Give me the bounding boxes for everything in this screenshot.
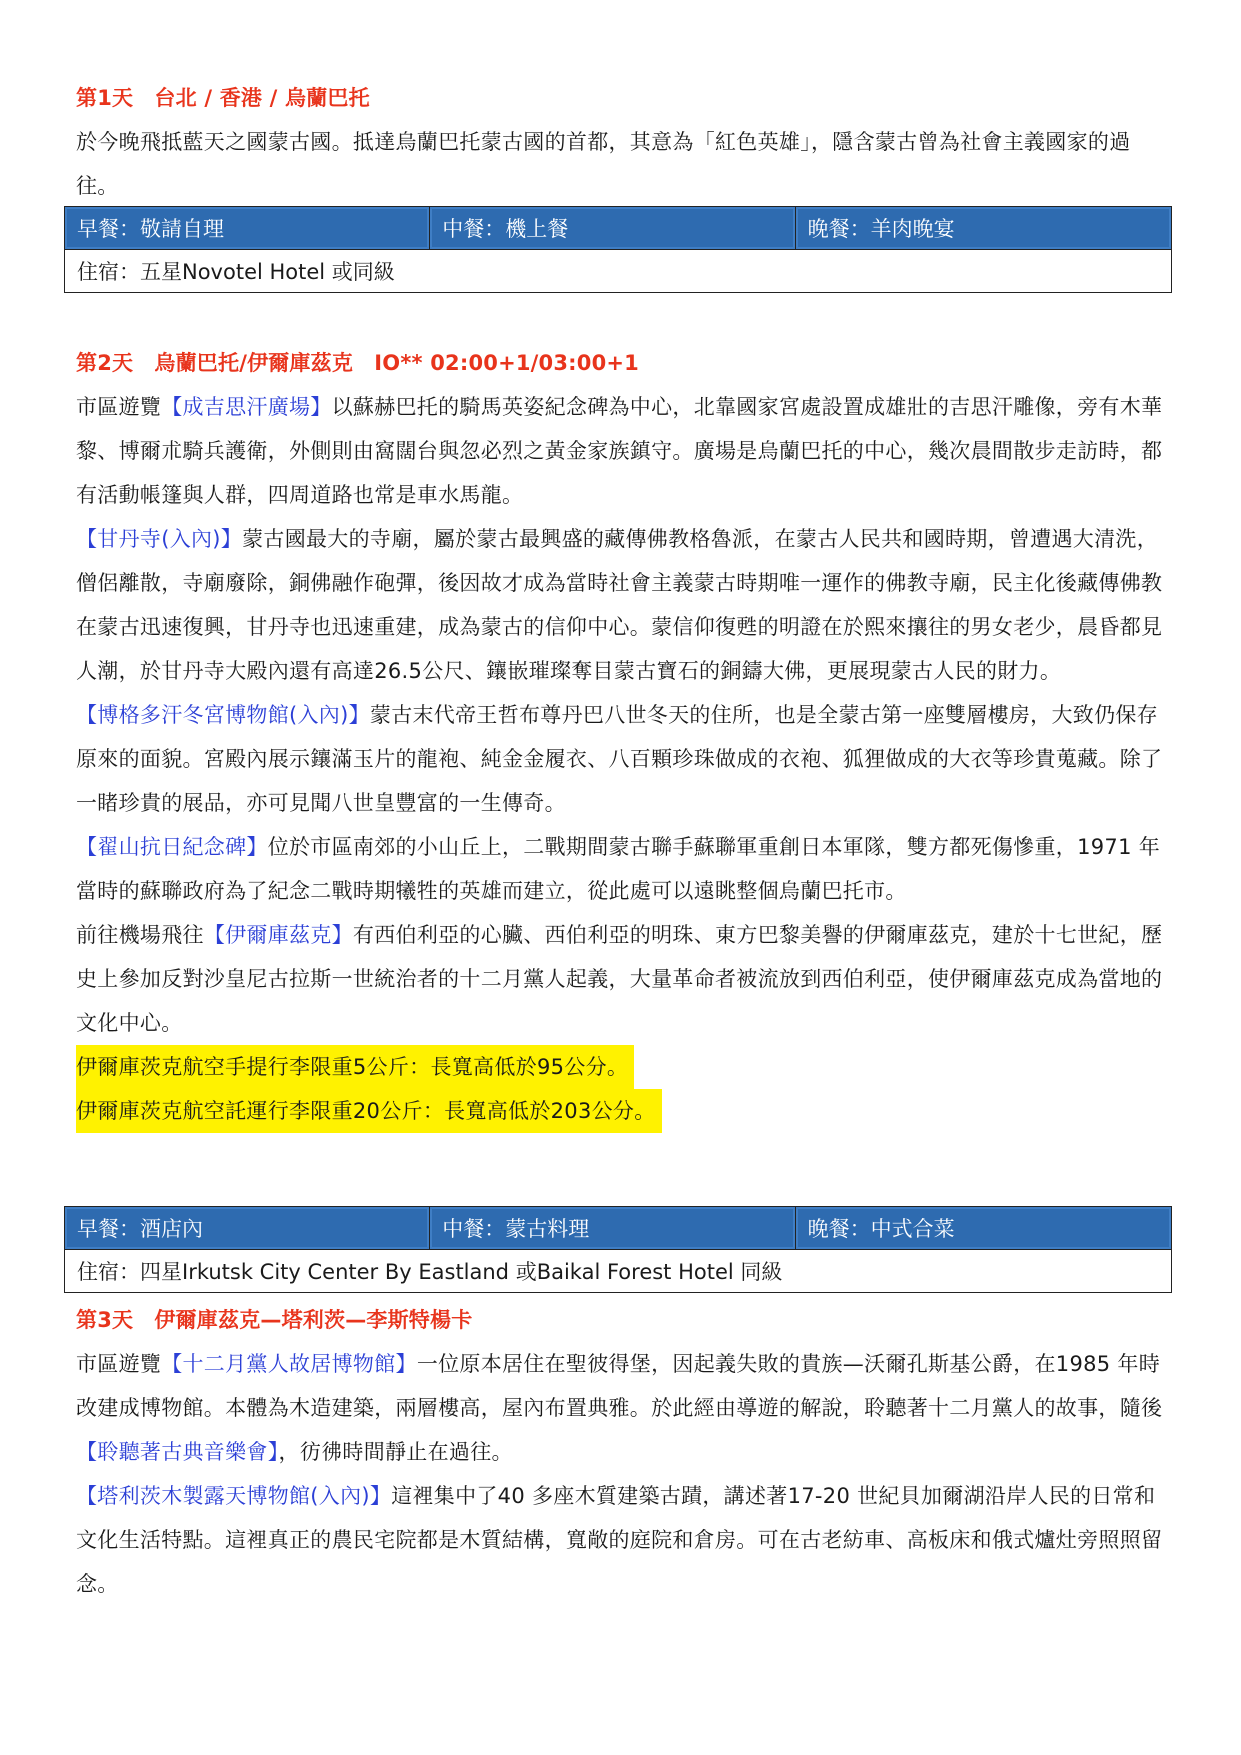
day2-p5-pre: 前往機場飛往 <box>76 923 204 947</box>
day2-paragraph-monument <box>76 825 1166 913</box>
day3-paragraph-taltsy <box>76 1474 1166 1606</box>
day1-title: 第1天 台北 / 香港 / 烏蘭巴托 <box>76 86 370 110</box>
day2-p3-post: 蒙古末代帝王哲布尊丹巴八世冬天的住所，也是全蒙古第一座雙層樓房，大致仍保存原來的面貌。宮殿內展示鑲滿玉片的龍袍、純金金履衣、八百顆珍珠做成的衣袍、狐狸做成的大衣等珍貴蒐藏。除了一睹珍貴的展品，亦可見聞八世皇豐富的一生傳奇。 <box>76 703 1163 815</box>
day2-p4-highlight: 【翟山抗日紀念碑】 <box>76 835 268 859</box>
day2-lunch: 中餐：蒙古料理 <box>430 1207 795 1250</box>
day2-p1-highlight: 【成吉思汗廣場】 <box>161 395 332 419</box>
day1-stay: 住宿：五星Novotel Hotel 或同級 <box>65 250 1172 293</box>
day3-title: 第3天 伊爾庫茲克—塔利茨—李斯特楊卡 <box>76 1308 473 1332</box>
day3-p2-highlight: 【塔利茨木製露天博物館(入內)】 <box>76 1484 392 1508</box>
day3-p1-highlight2: 【聆聽著古典音樂會】 <box>76 1440 279 1464</box>
day3-paragraph-museum <box>76 1342 1166 1474</box>
day2-dinner: 晚餐：中式合菜 <box>795 1207 1171 1250</box>
day2-p5-post: 有西伯利亞的心臟、西伯利亞的明珠、東方巴黎美譽的伊爾庫茲克，建於十七世紀，歷史上參加反對沙皇尼古拉斯一世統治者的十二月黨人起義，大量革命者被流放到西伯利亞，使伊爾庫茲克成為當地的文化中心。 <box>76 923 1163 1035</box>
day2-p4-post: 位於市區南郊的小山丘上，二戰期間蒙古聯手蘇聯軍重創日本軍隊，雙方都死傷慘重，1971 年當時的蘇聯政府為了紀念二戰時期犧牲的英雄而建立，從此處可以遠眺整個烏蘭巴托市。 <box>76 835 1161 903</box>
day1-breakfast: 早餐：敬請自理 <box>65 207 430 250</box>
day2-p1-post: 以蘇赫巴托的騎馬英姿紀念碑為中心，北靠國家宮處設置成雄壯的吉思汗雕像，旁有木華黎、博爾朮騎兵護衛，外側則由窩闊台與忽必烈之黃金家族鎮守。廣場是烏蘭巴托的中心，幾次晨間散步走訪時，都有活動帳篷與人群，四周道路也常是車水馬龍。 <box>76 395 1163 507</box>
day3-p1-post: ，彷彿時間靜止在過往。 <box>278 1440 513 1464</box>
day2-p3-highlight: 【博格多汗冬宮博物館(入內)】 <box>76 703 370 727</box>
day3-p2-post: 這裡集中了40 多座木質建築古蹟，講述著17-20 世紀貝加爾湖沿岸人民的日常和文化生活特點。這裡真正的農民宅院都是木質結構，寬敞的庭院和倉房。可在古老紡車、高板床和俄式爐灶旁照照留念。 <box>76 1484 1163 1596</box>
day1-paragraph: 於今晚飛抵藍天之國蒙古國。抵達烏蘭巴托蒙古國的首都，其意為「紅色英雄」，隱含蒙古曾為社會主義國家的過往。 <box>76 130 1131 198</box>
day2-baggage-checked <box>76 1089 1166 1133</box>
day1-meal-table <box>64 206 1172 293</box>
day2-title: 第2天 烏蘭巴托/伊爾庫茲克 IO** 02:00+1/03:00+1 <box>76 351 639 375</box>
day2-baggage-checked-text: 伊爾庫茨克航空託運行李限重20公斤：長寬高低於203公分。 <box>76 1089 662 1133</box>
day2-p2-post: 蒙古國最大的寺廟，屬於蒙古最興盛的藏傳佛教格魯派，在蒙古人民共和國時期，曾遭遇大清洗，僧侶離散，寺廟廢除，銅佛融作砲彈，後因故才成為當時社會主義蒙古時期唯一運作的佛教寺廟，民主化後藏傳佛教在蒙古迅速復興，甘丹寺也迅速重建，成為蒙古的信仰中心。蒙信仰復甦的明證在於熙來攘往的男女老少，晨昏都見人潮，於甘丹寺大殿內還有高達26.5公尺、鑲嵌璀璨奪目蒙古寶石的銅鑄大佛，更展現蒙古人民的財力。 <box>76 527 1163 683</box>
day2-stay: 住宿：四星Irkutsk City Center By Eastland 或Baikal Forest Hotel 同級 <box>65 1250 1172 1293</box>
day3-p1-pre: 市區遊覽 <box>76 1352 162 1376</box>
day2-baggage-carryon-text: 伊爾庫茨克航空手提行李限重5公斤：長寬高低於95公分。 <box>76 1045 634 1089</box>
day2-p1-pre: 市區遊覽 <box>76 395 162 419</box>
day2-p5-highlight: 【伊爾庫茲克】 <box>203 923 353 947</box>
day2-breakfast: 早餐：酒店內 <box>65 1207 430 1250</box>
day3-section <box>76 1298 1166 1606</box>
day2-meal-table <box>64 1206 1172 1293</box>
day2-paragraph-gandan <box>76 517 1166 693</box>
day1-section <box>76 76 1166 208</box>
day1-lunch: 中餐：機上餐 <box>430 207 795 250</box>
day1-dinner: 晚餐：羊肉晚宴 <box>795 207 1171 250</box>
day2-paragraph-flight <box>76 913 1166 1045</box>
day2-section <box>76 341 1166 1133</box>
day2-p2-highlight: 【甘丹寺(入內)】 <box>76 527 243 551</box>
day2-paragraph-palace <box>76 693 1166 825</box>
day3-p1-mid: 一位原本居住在聖彼得堡，因起義失敗的貴族—沃爾孔斯基公爵，在1985 年時改建成博物館。本體為木造建築，兩層樓高，屋內布置典雅。於此經由導遊的解說，聆聽著十二月黨人的故事，隨後 <box>76 1352 1163 1420</box>
day2-baggage-carryon <box>76 1045 1166 1089</box>
day2-paragraph-square <box>76 385 1166 517</box>
day3-p1-highlight: 【十二月黨人故居博物館】 <box>161 1352 417 1376</box>
